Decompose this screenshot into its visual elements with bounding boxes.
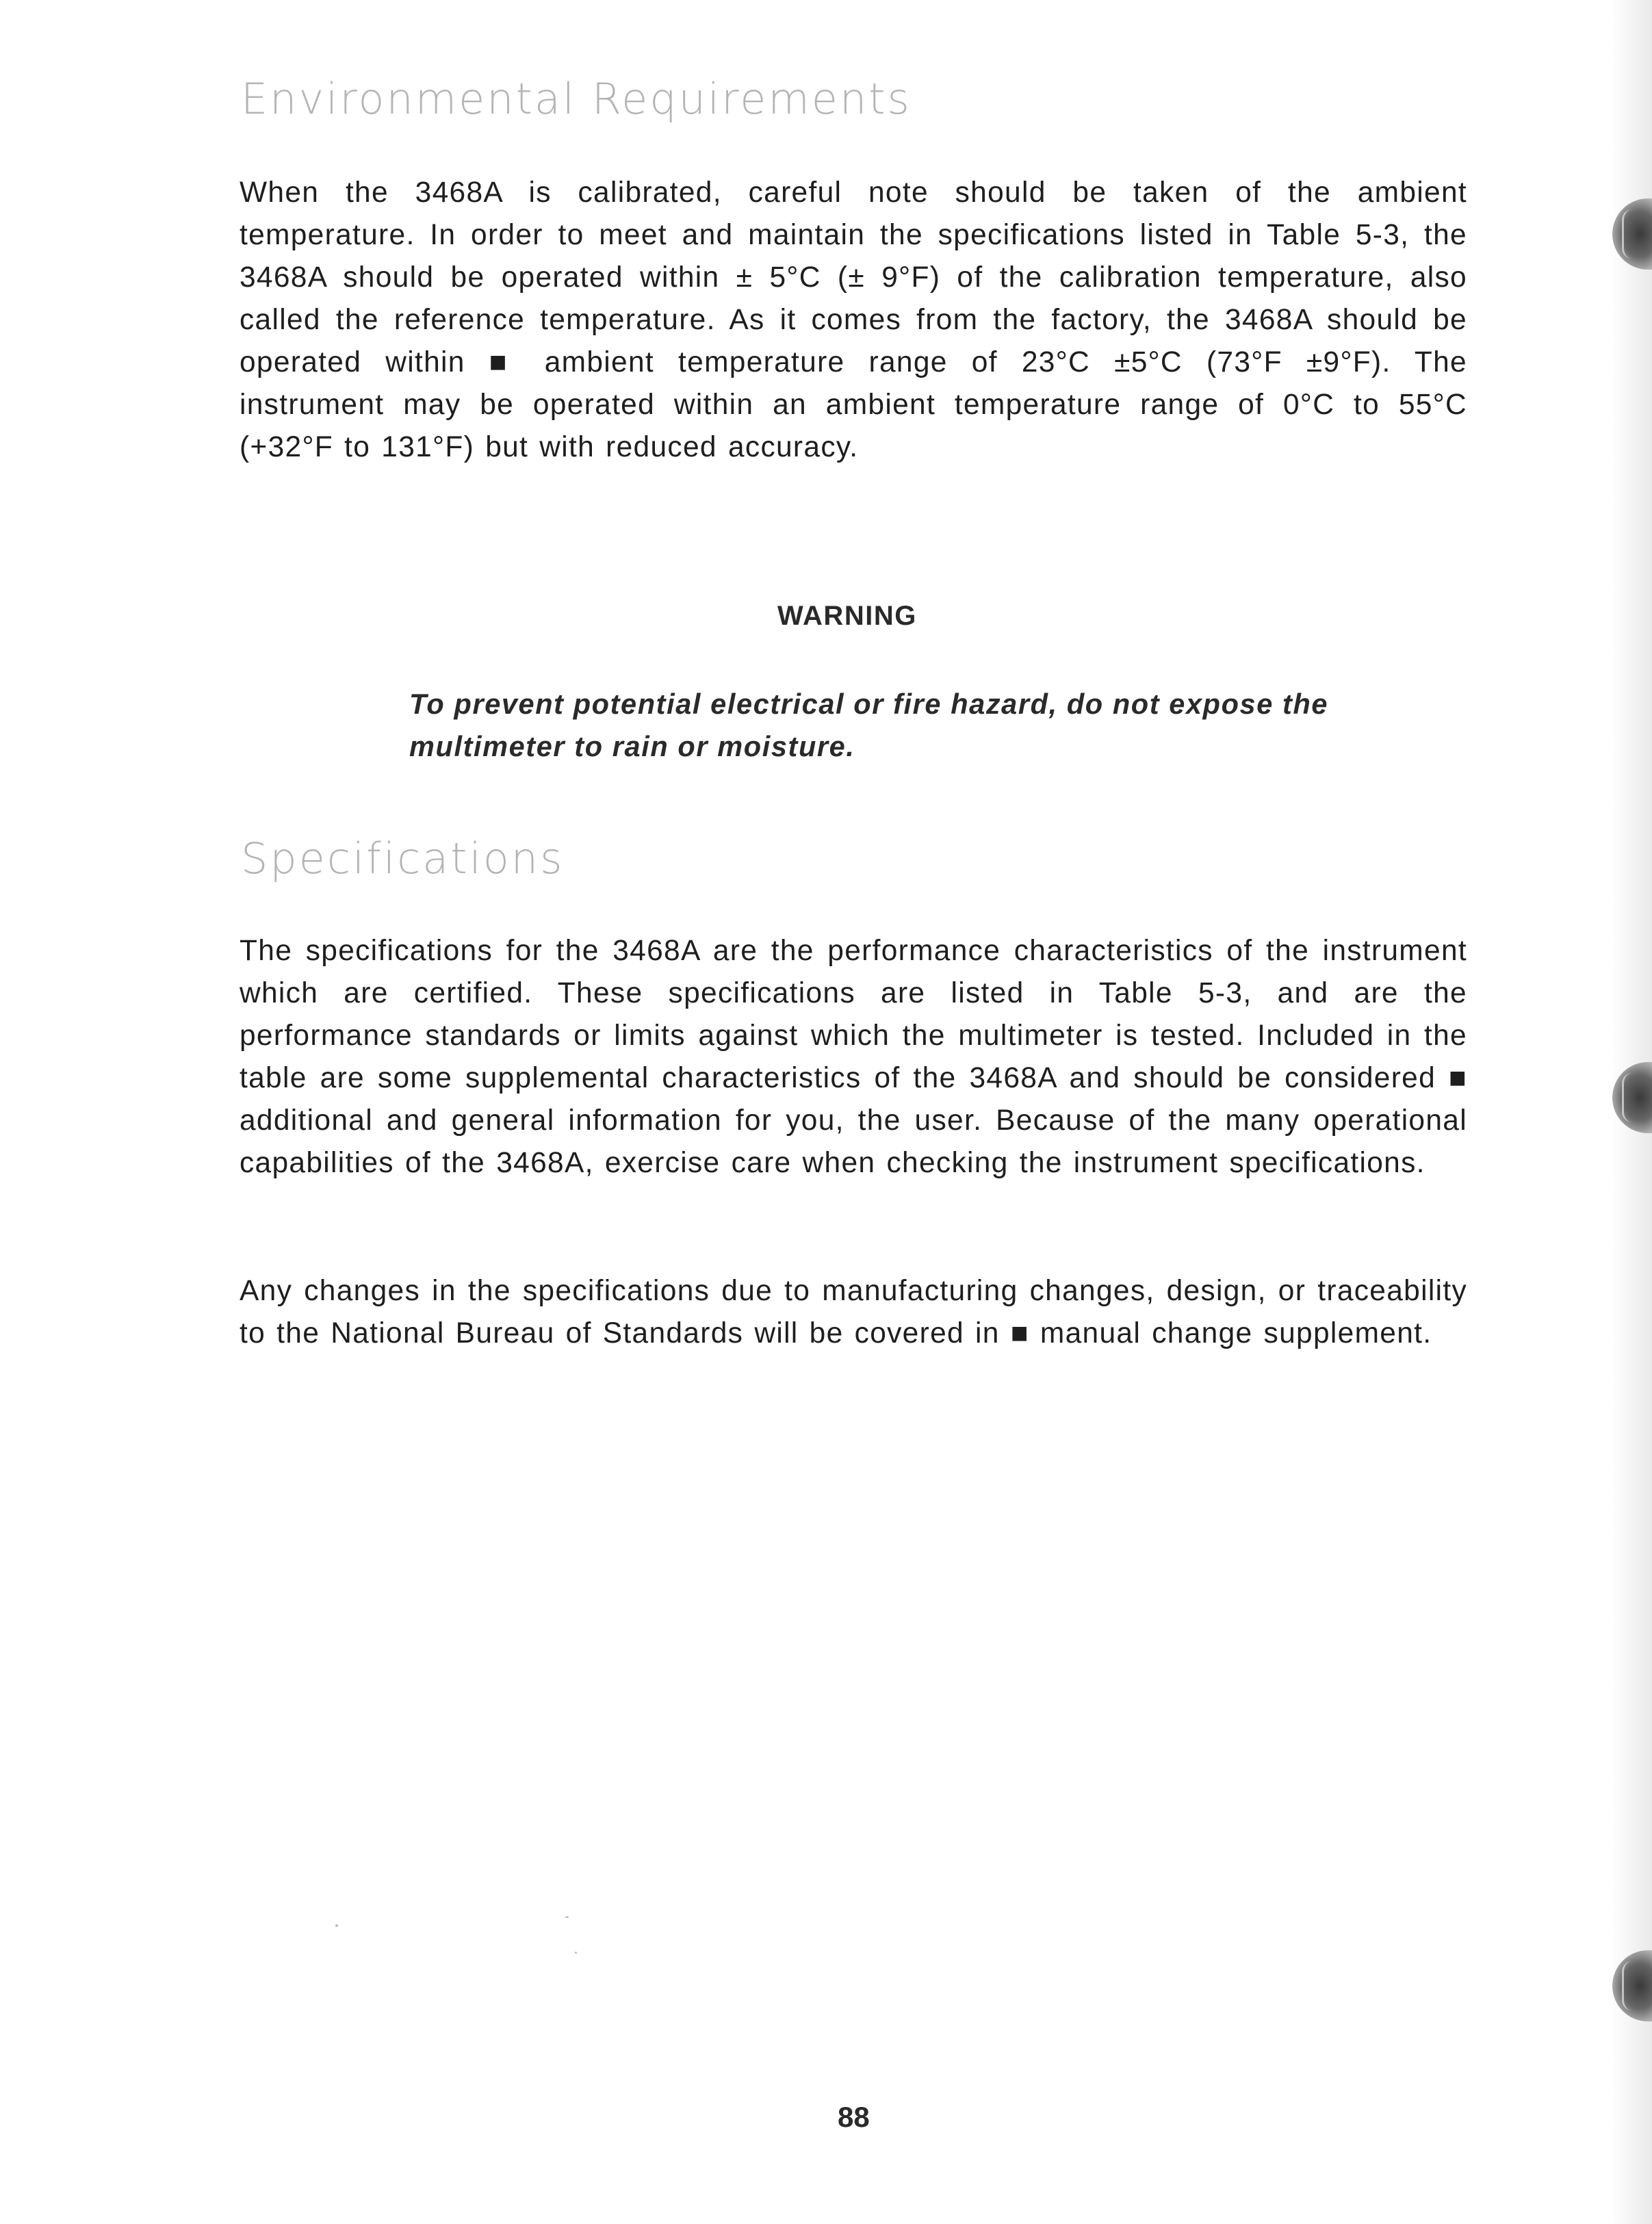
environmental-requirements-paragraph: When the 3468A is calibrated, careful note should be taken of the ambient temperature. In order to meet and maintain the specifications listed in Table 5-3, the 3468A should be operated within ± 5°C (± 9°F) of the calibration temperature, also called the reference temperature. As it comes from the factory, the 3468A should be operated within ■ ambient temperature range of 23°C ±5°C (73°F ±9°F). The instrument may be operated within an ambient temperature range of 0°C to 55°C (+32°F to 131°F) but with reduced accuracy. <box>240 177 1467 463</box>
specifications-paragraph-1: The specifications for the 3468A are the performance characteristics of the instrument which are certified. These specifications are listed in Table 5-3, and are the performance standards or limits against which the multimeter is tested. Included in the table are some supplemental characteristics of the 3468A and should be considered ■ additional and general information for you, the user. Because of the many operational capabilities of the 3468A, exercise care when checking the instrument specifications. <box>240 935 1467 1179</box>
environmental-requirements-heading: Environmental Requirements <box>241 74 912 124</box>
warning-text: To prevent potential electrical or fire hazard, do not expose the multimeter to rain or moisture. <box>409 688 1329 762</box>
specifications-paragraph-2: Any changes in the specifications due to manufacturing changes, design, or traceability to the National Bureau of Standards will be covered in ■ manual change supplement. <box>240 1275 1467 1349</box>
specifications-heading: Specifications <box>241 833 565 883</box>
page-number: 88 <box>838 2101 870 2133</box>
scan-speck <box>335 1924 338 1927</box>
warning-heading: WARNING <box>777 601 917 631</box>
scan-speck <box>565 1916 569 1918</box>
scan-speck <box>575 1952 577 1954</box>
